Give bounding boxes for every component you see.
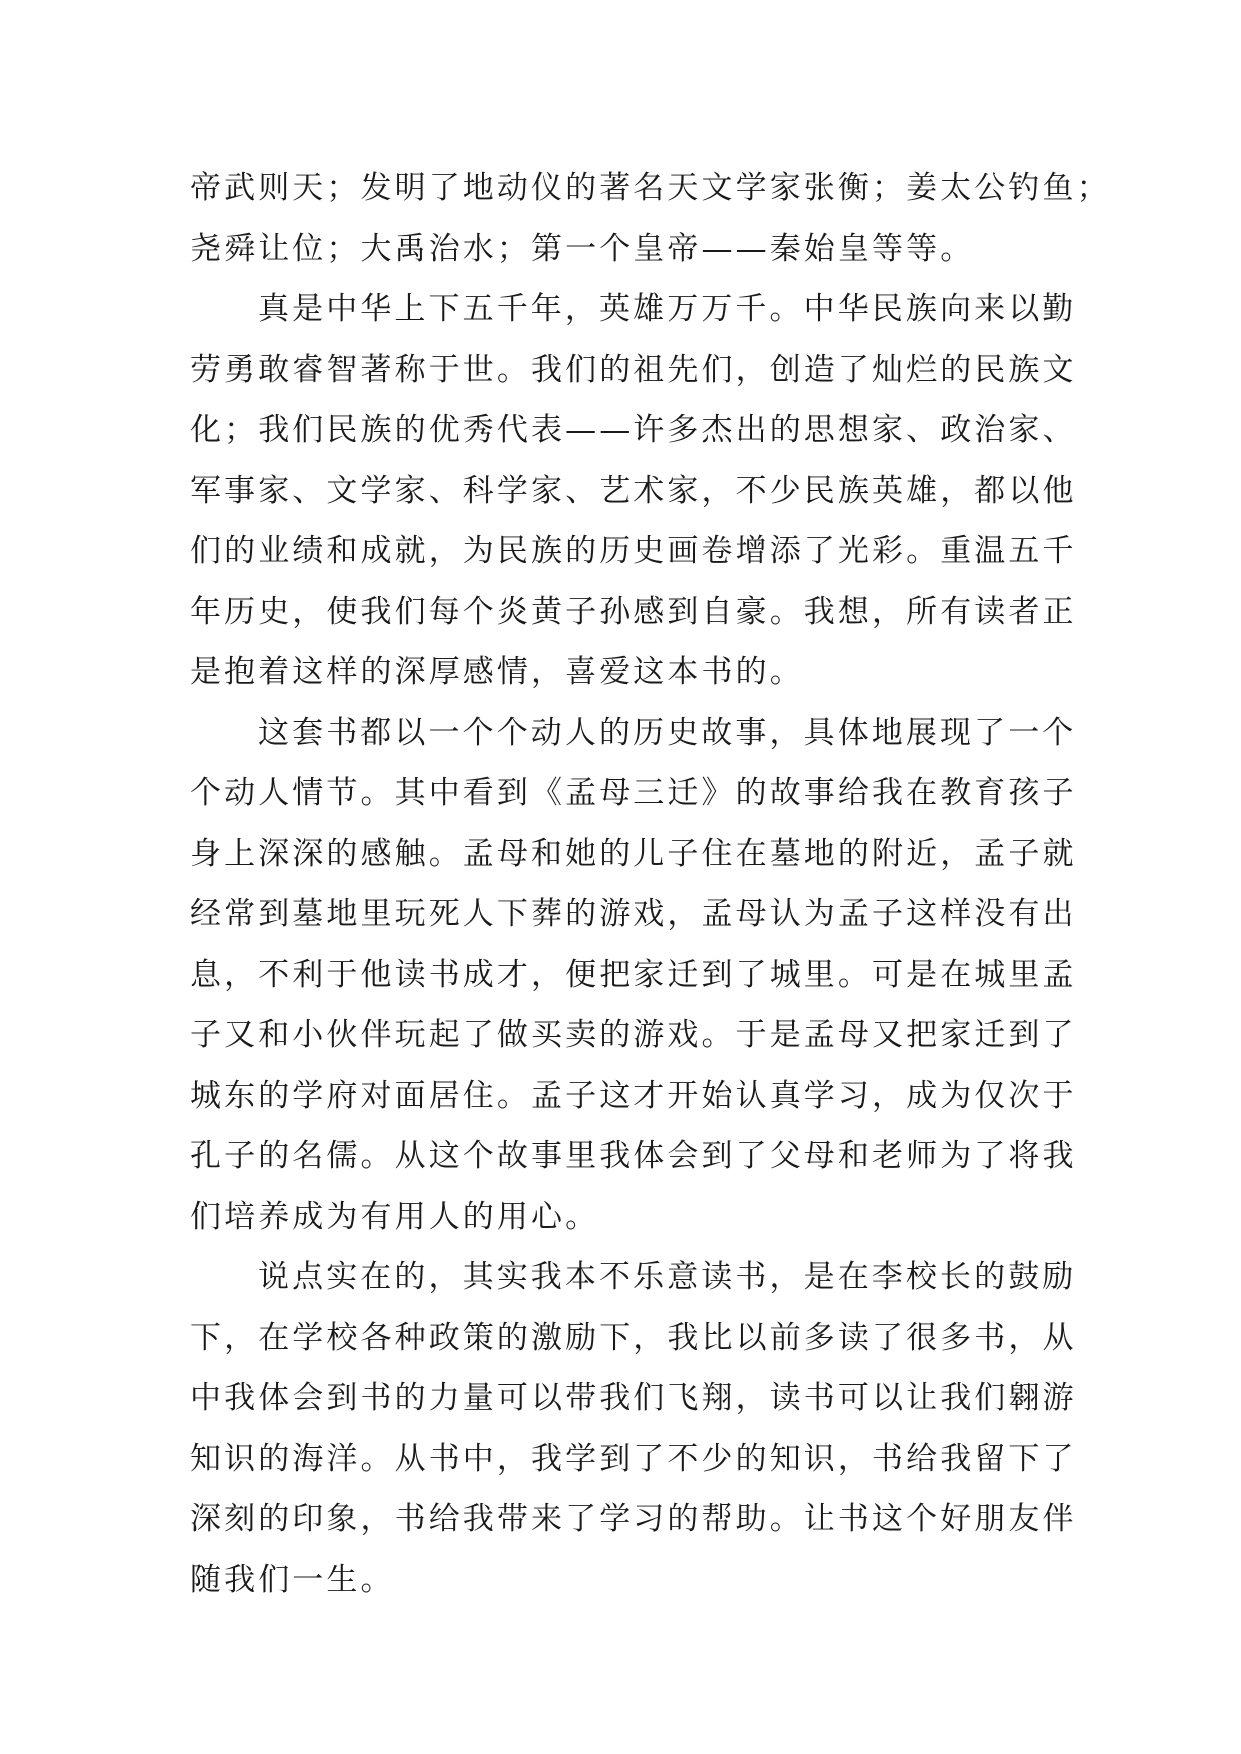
paragraph-first-line: 真是中华上下五千年，英雄万万千。中华民族向来以勤	[258, 291, 1077, 327]
text-line: 军事家、文学家、科学家、艺术家，不少民族英雄，都以他	[190, 472, 1077, 509]
text-line: 知识的海洋。从书中，我学到了不少的知识，书给我留下了	[190, 1440, 1077, 1477]
text-line: 帝武则天；发明了地动仪的著名天文学家张衡；姜太公钓鱼；	[190, 170, 1111, 206]
text-line: 年历史，使我们每个炎黄子孙感到自豪。我想，所有读者正	[190, 593, 1077, 630]
document-body-text	[190, 158, 1111, 1610]
text-line: 城东的学府对面居住。孟子这才开始认真学习，成为仅次于	[190, 1077, 1077, 1114]
paragraph-first-line: 这套书都以一个个动人的历史故事，具体地展现了一个	[258, 714, 1077, 751]
text-line: 中我体会到书的力量可以带我们飞翔，读书可以让我们翱游	[190, 1380, 1077, 1416]
text-line: 们的业绩和成就，为民族的历史画卷增添了光彩。重温五千	[190, 533, 1077, 569]
text-line: 孔子的名儒。从这个故事里我体会到了父母和老师为了将我	[190, 1138, 1077, 1174]
text-line: 们培养成为有用人的用心。	[190, 1198, 600, 1235]
paragraph-first-line: 说点实在的，其实我本不乐意读书，是在李校长的鼓励	[258, 1259, 1077, 1295]
text-line: 下，在学校各种政策的激励下，我比以前多读了很多书，从	[190, 1319, 1077, 1356]
text-line: 经常到墓地里玩死人下葬的游戏，孟母认为孟子这样没有出	[190, 896, 1077, 932]
text-line: 尧舜让位；大禹治水；第一个皇帝——秦始皇等等。	[190, 230, 975, 267]
text-line: 个动人情节。其中看到《孟母三迁》的故事给我在教育孩子	[190, 775, 1077, 811]
text-line: 是抱着这样的深厚感情，喜爱这本书的。	[190, 654, 804, 690]
text-line: 身上深深的感触。孟母和她的儿子住在墓地的附近，孟子就	[190, 835, 1077, 872]
text-line: 息，不利于他读书成才，便把家迁到了城里。可是在城里孟	[190, 956, 1077, 993]
text-line: 劳勇敢睿智著称于世。我们的祖先们，创造了灿烂的民族文	[190, 351, 1077, 388]
text-line: 化；我们民族的优秀代表——许多杰出的思想家、政治家、	[190, 412, 1077, 448]
text-line: 深刻的印象，书给我带来了学习的帮助。让书这个好朋友伴	[190, 1501, 1077, 1537]
text-line: 子又和小伙伴玩起了做买卖的游戏。于是孟母又把家迁到了	[190, 1017, 1077, 1053]
text-line: 随我们一生。	[190, 1561, 395, 1598]
